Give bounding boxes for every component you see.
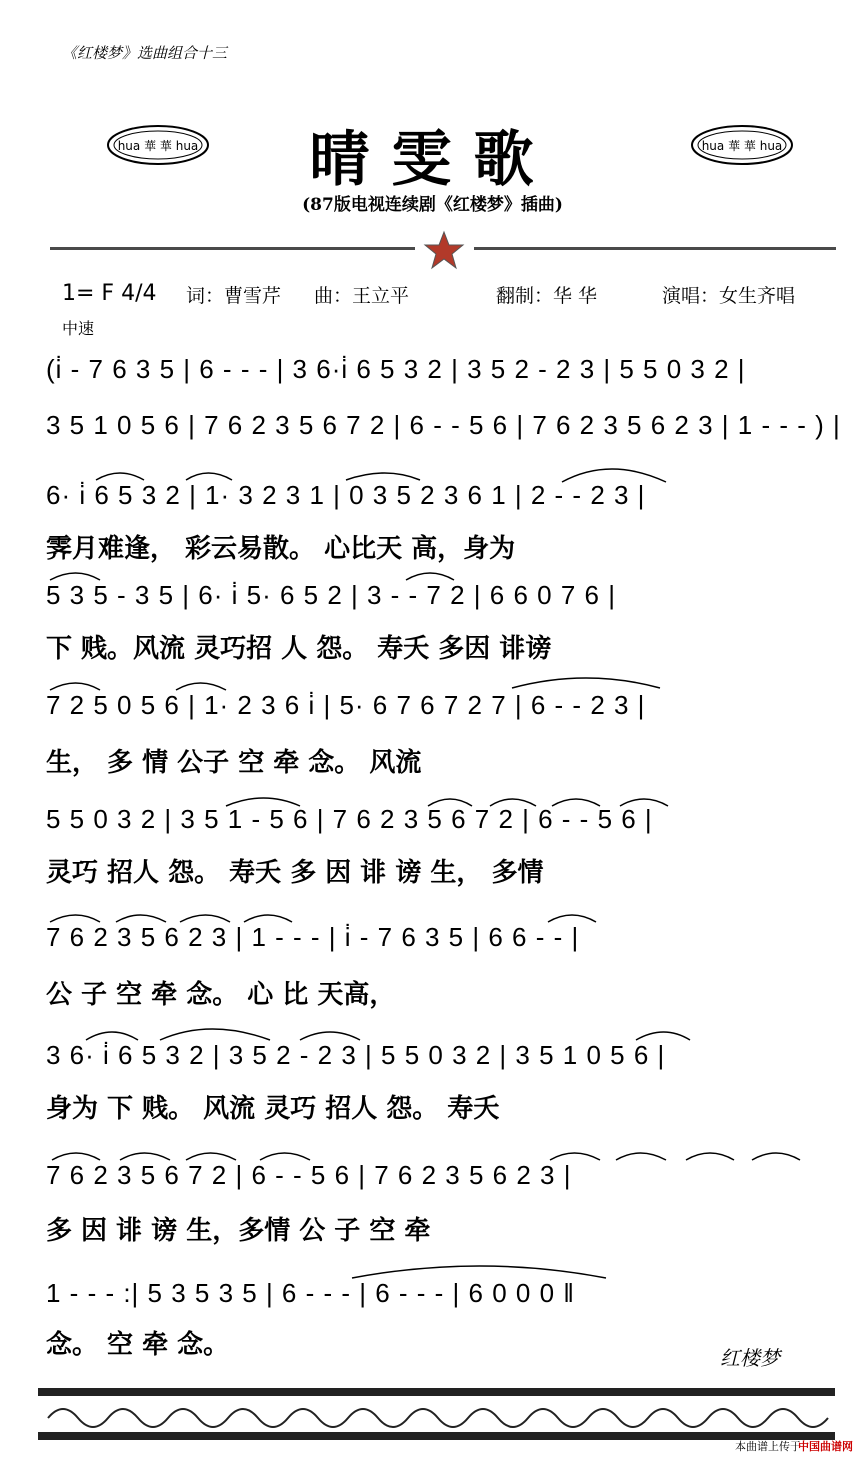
signature: 红楼梦 — [720, 1346, 780, 1370]
slur — [96, 473, 144, 480]
notation-row-10: 1 - - - :| 5 3 5 3 5 | 6 - - - | 6 - - - | 6 0 0 0 ‖ — [46, 1278, 576, 1308]
slur — [512, 678, 660, 688]
singer: 演唱：女生齐唱 — [662, 285, 796, 307]
slur — [260, 1153, 310, 1160]
slur — [116, 915, 166, 922]
slur — [50, 915, 100, 922]
lyric-row-6: 灵巧 招人 怨。 寿夭 多 因 诽 谤 生， 多情 — [46, 858, 544, 888]
slur — [346, 473, 420, 480]
slur — [550, 1153, 600, 1160]
key-signature: 1= F 4/4 — [62, 281, 157, 306]
notation-row-9: 7 6 2 3 5 6 7 2 | 6 - - 5 6 | 7 6 2 3 5 6 2 3 | — [46, 1160, 572, 1190]
slur — [226, 798, 300, 806]
notation-row-2: 3 5 1 0 5 6 | 7 6 2 3 5 6 7 2 | 6 - - 5 6 | 7 6 2 3 5 6 2 3 | 1 - - - ) | — [46, 410, 841, 440]
upload-note: 本曲谱上传于 — [735, 1440, 801, 1453]
slur — [120, 1153, 170, 1160]
composer: 曲：王立平 — [314, 285, 410, 307]
slur — [406, 573, 454, 580]
slur — [552, 799, 600, 806]
slur — [752, 1153, 800, 1160]
lyric-row-7: 公 子 空 牵 念。 心 比 天高， — [46, 980, 396, 1010]
site-logo: 中国曲谱网 — [798, 1440, 853, 1453]
lyricist: 词：曹雪芹 — [186, 285, 282, 307]
slur — [352, 1266, 606, 1278]
lyric-row-4: 下 贱。风流 灵巧招 人 怨。 寿夭 多因 诽谤 — [46, 634, 552, 664]
notation-row-3: 6· i̇ 6 5 3 2 | 1· 3 2 3 1 | 0 3 5 2 3 6 1 | 2 - - 2 3 | — [46, 480, 646, 510]
slur — [50, 573, 100, 580]
slur — [186, 1153, 236, 1160]
song-title: 晴雯歌 — [309, 125, 556, 195]
slur — [52, 1153, 100, 1160]
lyric-row-10: 念。 空 牵 念。 — [46, 1330, 230, 1360]
slur — [620, 799, 668, 806]
notation-row-6: 5 5 0 3 2 | 3 5 1 - 5 6 | 7 6 2 3 5 6 7 2 | 6 - - 5 6 | — [46, 804, 653, 834]
song-subtitle: (87版电视连续剧《红楼梦》插曲) — [302, 195, 563, 215]
slur — [160, 1029, 270, 1040]
decorative-border — [38, 1388, 835, 1440]
slur — [636, 1032, 690, 1040]
slur — [490, 799, 536, 806]
tempo-marking: 中速 — [62, 319, 95, 338]
logo-right-text: hua 華 華 hua — [701, 139, 783, 153]
lyric-row-5: 生， 多 情 公子 空 牵 念。 风流 — [46, 748, 422, 778]
slur — [300, 1032, 360, 1040]
slur — [50, 683, 100, 690]
notation-row-8: 3 6· i̇ 6 5 3 2 | 3 5 2 - 2 3 | 5 5 0 3 2 | 3 5 1 0 5 6 | — [46, 1040, 666, 1070]
slur — [186, 473, 232, 480]
notation-row-4: 5 3 5 - 3 5 | 6· i̇ 5· 6 5 2 | 3 - - 7 2 | 6 6 0 7 6 | — [46, 580, 616, 610]
slur — [86, 1032, 138, 1040]
slur — [548, 915, 596, 922]
lyric-row-3: 霁月难逢， 彩云易散。 心比天 高，身为 — [46, 534, 516, 564]
slur — [686, 1153, 734, 1160]
notation-row-5: 7 2 5 0 5 6 | 1· 2 3 6 i̇ | 5· 6 7 6 7 2 7 | 6 - - 2 3 | — [46, 690, 646, 720]
slur — [176, 683, 226, 690]
slur — [244, 915, 292, 922]
lyric-row-9: 多 因 诽 谤 生，多情 公 子 空 牵 — [46, 1216, 431, 1246]
lyric-row-8: 身为 下 贱。 风流 灵巧 招人 怨。 寿夭 — [46, 1094, 500, 1124]
arranger: 翻制：华 华 — [496, 285, 598, 307]
logo-left-text: hua 華 華 hua — [117, 139, 199, 153]
slur — [562, 469, 666, 482]
slur — [180, 915, 230, 922]
notation-row-1: (i̇ - 7 6 3 5 | 6 - - - | 3 6·i̇ 6 5 3 2 | 3 5 2 - 2 3 | 5 5 0 3 2 | — [46, 354, 746, 384]
slur — [428, 799, 472, 806]
notation-row-7: 7 6 2 3 5 6 2 3 | 1 - - - | i̇ - 7 6 3 5 | 6 6 - - | — [46, 922, 580, 952]
series-label: 《红楼梦》选曲组合十三 — [62, 44, 228, 62]
slur — [616, 1153, 666, 1160]
